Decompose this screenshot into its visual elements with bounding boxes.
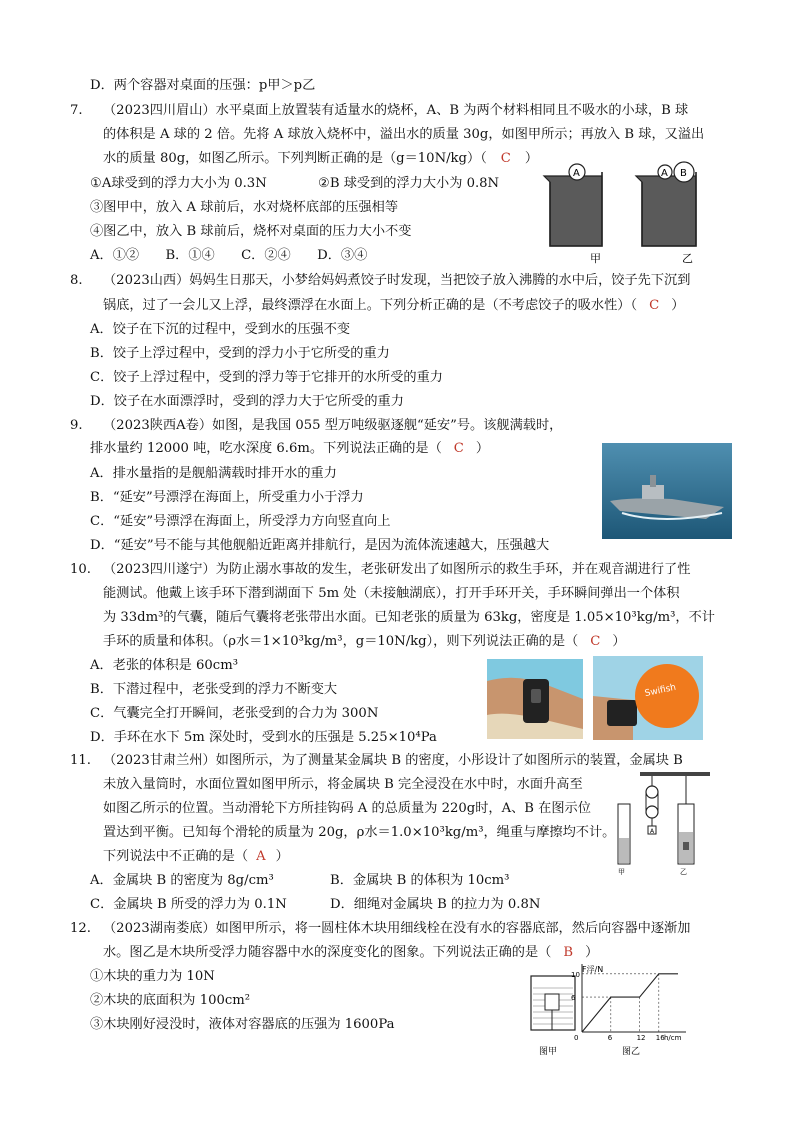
figure-yi-caption: 乙 bbox=[680, 868, 687, 876]
q8-line1: （2023山西）妈妈生日那天，小梦给妈妈煮饺子时发现，当把饺子放入沸腾的水中后，饺子先下沉到 bbox=[103, 273, 691, 288]
q7-statement-4: ④图乙中，放入 B 球前后，烧杯对桌面的压力大小不变 bbox=[90, 224, 412, 239]
ball-a-jia-label: A bbox=[573, 168, 580, 179]
q7-line3-text: 水的质量 80g，如图乙所示。下列判断正确的是（g＝10N/kg）（ bbox=[103, 151, 487, 166]
q12-statement-1: ①木块的重力为 10N bbox=[90, 969, 215, 984]
q10-line1: （2023四川遂宁）为防止溺水事故的发生，老张研发出了如图所示的救生手环，并在观音湖进行了性 bbox=[103, 562, 691, 577]
buoyancy-depth-chart bbox=[566, 958, 696, 1058]
metal-block-b bbox=[683, 842, 689, 850]
q11-line1: （2023甘肃兰州）如图所示，为了测量某金属块 B 的密度，小彤设计了如图所示的装置，金属块 B bbox=[103, 753, 683, 768]
q8-option-d: D．饺子在水面漂浮时，受到的浮力大于它所受的重力 bbox=[90, 394, 404, 409]
q12-number: 12. bbox=[70, 921, 91, 936]
photo2-airbag-text: Swifish bbox=[643, 682, 678, 700]
q12-paren-close: ） bbox=[585, 945, 599, 960]
q10-option-d: D．手环在水下 5m 深处时，受到水的压强是 5.25×10⁴Pa bbox=[90, 730, 437, 745]
q9-option-b: B．“延安”号漂浮在海面上，所受重力小于浮力 bbox=[90, 490, 364, 505]
q7-number: 7. bbox=[70, 103, 83, 118]
q8-line2-text: 锅底，过了一会儿又上浮，最终漂浮在水面上。下列分析正确的是（不考虑饺子的吸水性）（ bbox=[103, 298, 638, 313]
q11-line4: 置达到平衡。已知每个滑轮的质量为 20g，ρ水＝1.0×10³kg/m³，绳重与摩擦均不计。 bbox=[103, 825, 616, 840]
q11-answer: A bbox=[256, 849, 266, 864]
q7-paren-close: ） bbox=[524, 151, 539, 166]
wood-block bbox=[545, 994, 559, 1010]
q10-paren-close: ） bbox=[612, 634, 626, 649]
ship-mast bbox=[650, 475, 656, 487]
q10-answer: C bbox=[590, 634, 601, 649]
q10-option-a: A．老张的体积是 60cm³ bbox=[90, 658, 238, 673]
wristband-photo-1 bbox=[487, 659, 583, 739]
q11-line3: 如图乙所示的位置。当动滑轮下方所挂钩码 A 的总质量为 220g时，A、B 在图示位 bbox=[103, 801, 591, 816]
q10-line3: 为 33dm³的气囊，随后气囊将老张带出水面。已知老张的质量为 63kg，密度是 1.05×10³kg/m³，不计 bbox=[103, 610, 715, 625]
q7-beaker-figure bbox=[540, 160, 720, 270]
q7-statement-2: ②B 球受到的浮力大小为 0.8N bbox=[318, 176, 500, 191]
sea-background bbox=[602, 443, 732, 539]
origin-label: 0 bbox=[574, 1034, 579, 1042]
y-axis-label: F浮/N bbox=[582, 965, 604, 974]
q11-option-a: A．金属块 B 的密度为 8g/cm³ bbox=[90, 873, 274, 888]
movable-pulley bbox=[646, 806, 658, 818]
q9-line2-text: 排水量约 12000 吨，吃水深度 6.6m。下列说法正确的是（ bbox=[90, 441, 442, 456]
q9-number: 9. bbox=[70, 418, 83, 433]
cylinder-jia-water bbox=[619, 838, 629, 863]
x-tick-16: 16 bbox=[655, 1034, 665, 1042]
q8-option-b: B．饺子上浮过程中，受到的浮力小于它所受的重力 bbox=[90, 346, 390, 361]
q12-line2-text: 水。图乙是木块所受浮力随容器中水的深度变化的图象。下列说法正确的是（ bbox=[103, 945, 552, 960]
x-tick-6: 6 bbox=[607, 1034, 613, 1042]
weight-a-label: A bbox=[650, 828, 655, 835]
ball-b-yi-label: B bbox=[680, 168, 687, 179]
q9-answer: C bbox=[453, 441, 464, 456]
q7-statement-1: ①A球受到的浮力大小为 0.3N bbox=[90, 176, 267, 191]
ceiling bbox=[640, 772, 710, 776]
q10-line2: 能测试。他戴上该手环下潜到湖面下 5m 处（未接触湖底），打开手环开关，手环瞬间弹出一个体积 bbox=[103, 586, 680, 601]
y-tick-10: 10 bbox=[571, 970, 580, 979]
q12-statement-2: ②木块的底面积为 100cm² bbox=[90, 993, 251, 1008]
q8-line2 bbox=[103, 297, 684, 315]
beaker-yi-water bbox=[636, 176, 696, 246]
q7-line2: 的体积是 A 球的 2 倍。先将 A 球放入烧杯中，溢出水的质量 30g，如图甲所示；再放入 B 球，又溢出 bbox=[103, 127, 705, 142]
q9-paren-close: ） bbox=[475, 441, 490, 456]
q9-line1: （2023陕西A卷）如图，是我国 055 型万吨级驱逐舰“延安”号。该舰满载时， bbox=[103, 418, 563, 433]
figure-jia-caption: 甲 bbox=[618, 868, 625, 876]
fixed-pulley bbox=[646, 786, 658, 798]
x-axis-label: h/cm bbox=[664, 1034, 682, 1042]
photo1-wristband-button bbox=[531, 689, 541, 703]
x-tick-12: 12 bbox=[636, 1034, 646, 1042]
q7-answer: C bbox=[500, 151, 511, 166]
q8-paren-close: ） bbox=[671, 298, 685, 313]
q8-option-c: C．饺子上浮过程中，受到的浮力等于它排开的水所受的重力 bbox=[90, 370, 443, 385]
q11-option-c: C．金属块 B 所受的浮力为 0.1N bbox=[90, 897, 287, 912]
q9-line2 bbox=[90, 440, 489, 458]
q9-option-a: A．排水量指的是舰船满载时排开水的重力 bbox=[90, 466, 337, 481]
q7-line3 bbox=[103, 150, 538, 168]
q7-options: A．①② B．①④ C．②④ D．③④ bbox=[90, 248, 368, 263]
q8-number: 8. bbox=[70, 273, 83, 288]
q10-number: 10. bbox=[70, 562, 91, 577]
q11-option-d: D．细绳对金属块 B 的拉力为 0.8N bbox=[330, 897, 541, 912]
q11-line5 bbox=[103, 848, 289, 866]
q8-option-a: A．饺子在下沉的过程中，受到水的压强不变 bbox=[90, 322, 351, 337]
ship-superstructure bbox=[642, 485, 664, 499]
q7-line1: （2023四川眉山）水平桌面上放置装有适量水的烧杯，A、B 为两个材料相同且不吸水的小球，B 球 bbox=[103, 103, 689, 118]
q7-statement-3: ③图甲中，放入 A 球前后，水对烧杯底部的压强相等 bbox=[90, 200, 399, 215]
q12-statement-3: ③木块刚好浸没时，液体对容器底的压强为 1600Pa bbox=[90, 1017, 395, 1032]
q6-option-d: D．两个容器对桌面的压强：p甲＞p乙 bbox=[90, 78, 316, 93]
chart-guide-lines bbox=[582, 974, 659, 1032]
q10-line4-text: 手环的质量和体积。（ρ水＝1×10³kg/m³，g＝10N/kg），则下列说法正确的是（ bbox=[103, 634, 579, 649]
q11-line2: 未放入量筒时，水面位置如图甲所示，将金属块 B 完全浸没在水中时，水面升高至 bbox=[103, 777, 583, 792]
ball-a-yi-label: A bbox=[661, 168, 668, 179]
q10-line4 bbox=[103, 633, 626, 651]
q9-option-c: C．“延安”号漂浮在海面上，所受浮力方向竖直向上 bbox=[90, 514, 391, 529]
q11-option-b: B．金属块 B 的体积为 10cm³ bbox=[330, 873, 510, 888]
q11-number: 11. bbox=[70, 753, 91, 768]
buoyancy-series-line bbox=[582, 974, 678, 1032]
wristband-photo-2 bbox=[593, 656, 703, 740]
q12-fig1-caption: 图甲 bbox=[539, 1047, 558, 1057]
q10-option-b: B．下潜过程中，老张受到的浮力不断变大 bbox=[90, 682, 338, 697]
beaker-jia-caption: 甲 bbox=[590, 252, 601, 265]
q12-fig2-caption: 图乙 bbox=[622, 1047, 641, 1057]
q11-paren-close: ） bbox=[275, 849, 289, 864]
beaker-yi-caption: 乙 bbox=[682, 252, 693, 265]
q9-option-d: D．“延安”号不能与其他舰船近距离并排航行，是因为流体流速越大，压强越大 bbox=[90, 538, 550, 553]
beaker-jia-water bbox=[544, 176, 602, 246]
q12-line2 bbox=[103, 944, 598, 962]
q8-answer: C bbox=[649, 298, 660, 313]
y-tick-6: 6 bbox=[571, 994, 576, 1003]
q12-line1: （2023湖南娄底）如图甲所示，将一圆柱体木块用细线栓在没有水的容器底部，然后向容器中逐渐加 bbox=[103, 921, 691, 936]
q11-line5-text: 下列说法中不正确的是（ bbox=[103, 849, 249, 864]
photo2-wristband bbox=[607, 700, 637, 726]
destroyer-photo bbox=[602, 443, 732, 539]
q10-option-c: C．气囊完全打开瞬间，老张受到的合力为 300N bbox=[90, 706, 379, 721]
q11-pulley-figure bbox=[612, 768, 712, 878]
q12-answer: B bbox=[563, 945, 574, 960]
